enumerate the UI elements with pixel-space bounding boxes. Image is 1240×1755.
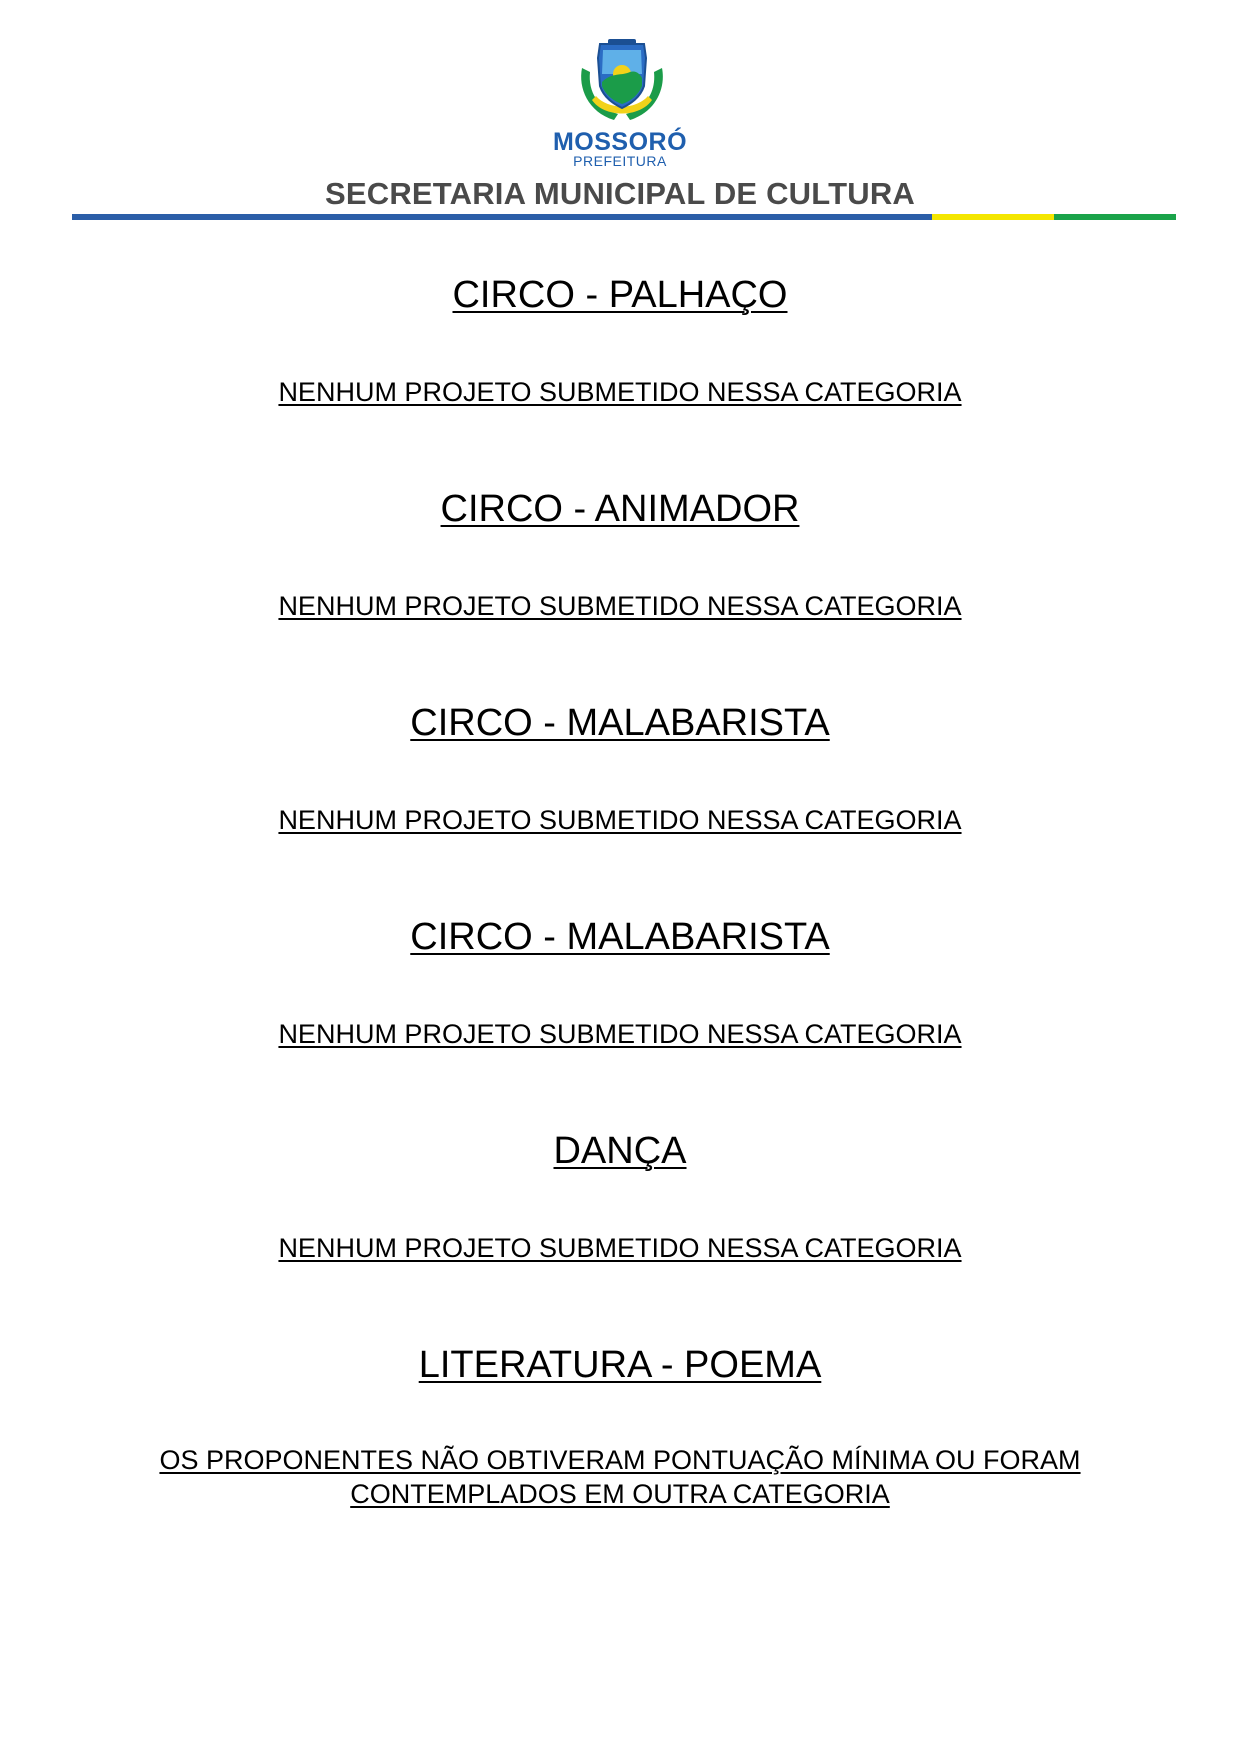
category-title: DANÇA: [553, 1130, 687, 1172]
brand-subtitle: PREFEITURA: [573, 153, 667, 169]
category-title: CIRCO - MALABARISTA: [410, 916, 830, 958]
header-bar-blue: [72, 214, 932, 220]
category-title: LITERATURA - POEMA: [418, 1344, 822, 1386]
category-section: [0, 487, 1240, 623]
category-section: [0, 1129, 1240, 1265]
category-title: CIRCO - PALHAÇO: [452, 274, 788, 316]
category-note: NENHUM PROJETO SUBMETIDO NESSA CATEGORIA: [278, 805, 962, 835]
category-section: [0, 273, 1240, 409]
category-note: NENHUM PROJETO SUBMETIDO NESSA CATEGORIA: [278, 377, 962, 407]
header-bar-yellow: [932, 214, 1054, 220]
category-list: [0, 273, 1240, 1511]
mossoro-coat-of-arms-icon: [574, 38, 670, 124]
brand-name: MOSSORÓ: [552, 128, 688, 156]
header-bar-green: [1054, 214, 1176, 220]
category-section: [0, 915, 1240, 1051]
department-name: SECRETARIA MUNICIPAL DE CULTURA: [324, 176, 916, 211]
category-section: [0, 1343, 1240, 1511]
category-note: NENHUM PROJETO SUBMETIDO NESSA CATEGORIA: [278, 1019, 962, 1049]
category-title: CIRCO - ANIMADOR: [440, 488, 800, 530]
category-note: OS PROPONENTES NÃO OBTIVERAM PONTUAÇÃO MÍNIMA OU FORAM CONTEMPLADOS EM OUTRA CATEGORIA: [159, 1445, 1081, 1509]
page-header: [0, 0, 1240, 230]
category-note: NENHUM PROJETO SUBMETIDO NESSA CATEGORIA: [278, 591, 962, 621]
category-section: [0, 701, 1240, 837]
category-note: NENHUM PROJETO SUBMETIDO NESSA CATEGORIA: [278, 1233, 962, 1263]
category-title: CIRCO - MALABARISTA: [410, 702, 830, 744]
